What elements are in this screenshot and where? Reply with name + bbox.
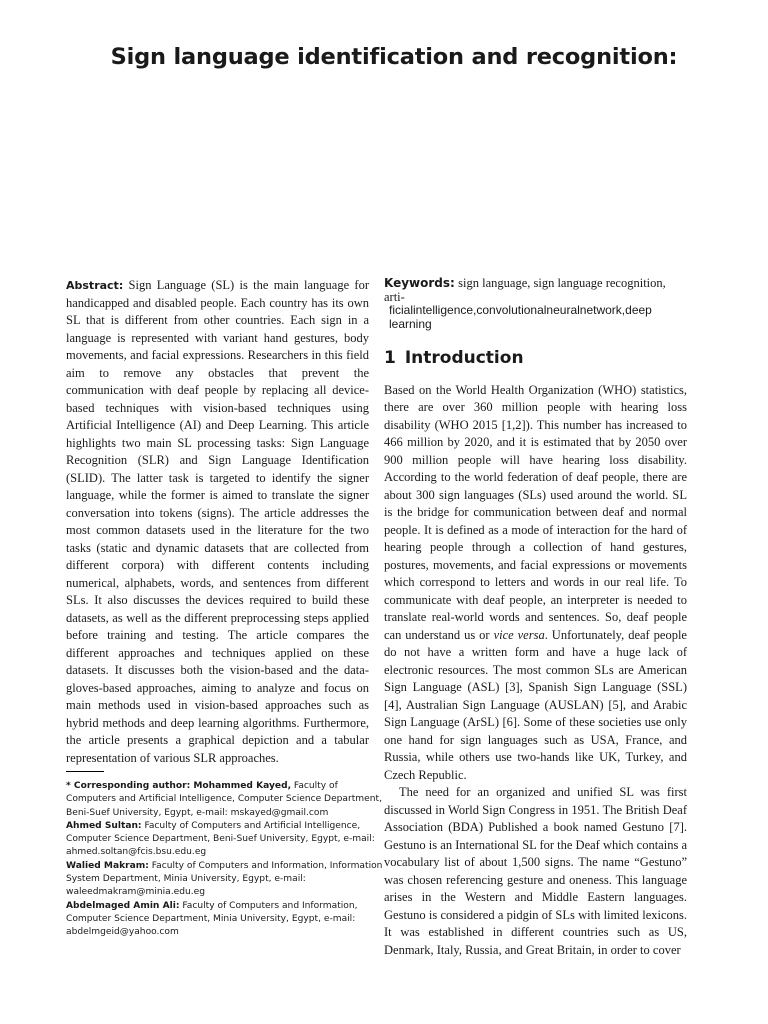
abstract-text: Sign Language (SL) is the main language for handicapped and disabled people. Each country has its own SL that is different from other countries. Each sign in a language is represented with variant hand gestures, body movements, and facial expressions. Researchers in this field aim to remove any obstacles that prevent the communication with deaf people by replacing all device-based techniques with vision-based techniques using Artificial Intelligence (AI) and Deep Learning. This article highlights two main SL processing tasks: Sign Language Recognition (SLR) and Sign Language Identification (SLID). The latter task is targeted to identify the signer language, while the former is aimed to translate the signer conversation into tokens (signs). The article addresses the most common datasets used in the literature for the two tasks (static and dynamic datasets that are collected from different corpora) with different contents including numerical, alphabets, words, and sentences from different SLs. It also discusses the devices required to build these datasets, as well as the different preprocessing steps applied before training and testing. The article compares the different approaches and techniques applied on these datasets. It discusses both the vision-based and the data-gloves-based approaches, aiming to analyze and focus on main methods used in vision-based approaches such as hybrid methods and deep learning algorithms. Furthermore, the article presents a graphical depiction and a tabular representation of various SLR approaches. (66, 278, 369, 765)
section-number: 1 (384, 348, 396, 368)
paper-title: Sign language identification and recognition: (110, 44, 678, 70)
abstract (66, 277, 369, 767)
intro-paragraph-1 (384, 382, 687, 785)
footnote-label: Walied Makram: (66, 860, 149, 871)
footnote-corresponding-author (66, 780, 386, 820)
keywords-label: Keywords: (384, 276, 455, 290)
intro-paragraph-2: The need for an organized and unified SL was first discussed in World Sign Congress in 1951. The British Deaf Association (BDA) Published a book named Gestuno [7]. Gestuno is an International SL for the Deaf which contains a vocabulary list of about 1,500 signs. The name “Gestuno” was chosen referencing gesture and oneness. This language arises in the Western and Middle Eastern languages. Gestuno is considered a pidgin of SLs with limited lexicons. It was established in different countries such as US, Denmark, Italy, Russia, and Great Britain, in order to cover (384, 785, 687, 957)
footnote-text: Faculty of Computers and Information, Information System Department, Minia University, Egypt, e-mail: waleedmakram@minia.edu.eg (66, 860, 383, 898)
footnote-author-3 (66, 860, 386, 900)
keywords-rest: ficialintelligence,convolutionalneuralnetwork,deep learning (389, 303, 652, 331)
section-title: Introduction (404, 348, 524, 368)
intro-p1-part-b: . Unfortunately, deaf people do not have a written form and have a huge lack of electronic resources. The most common SLs are American Sign Language (ASL) [3], Spanish Sign Language (SSL) [4], Australian Sign Language (AUSLAN) [5], and Arabic Sign Language (ArSL) [6]. Some of these societies use only one hand for sign languages such as USA, France, and Russia, while others use two-hands like UK, Turkey, and Czech Republic. (384, 627, 687, 782)
section-heading (384, 350, 687, 368)
footnote-label: Ahmed Sultan: (66, 820, 142, 831)
footnote-text: Faculty of Computers and Artificial Intelligence, Computer Science Department, Beni-Suef University, Egypt, e-mail: mskayed@gmail.com (66, 781, 382, 818)
footnote-text: Faculty of Computers and Information, Computer Science Department, Minia University, Egypt, e-mail: abdelmgeid@yahoo.com (66, 900, 358, 938)
abstract-label: Abstract: (66, 279, 124, 292)
body-column (384, 277, 687, 959)
keywords (384, 277, 687, 331)
abstract-column (66, 277, 369, 767)
intro-p1-italic: vice versa (493, 627, 545, 642)
author-footnotes (66, 780, 386, 940)
footnote-rule (66, 771, 104, 772)
footnote-label: * Corresponding author: Mohammed Kayed, (66, 781, 292, 791)
footnote-author-2 (66, 820, 386, 860)
intro-p1-part-a: Based on the World Health Organization (WHO) statistics, there are over 360 million people with hearing loss disability (WHO 2015 [1,2]). This number has increased to 466 million by 2020, and it is estimated that by 2050 over 900 million people will have hearing loss disability. According to the world federation of deaf people, there are about 300 sign languages (SLs) used around the world. SL is the bridge for communication between deaf and normal people. It is defined as a mode of interaction for the hard of hearing people through a collection of hand gestures, postures, movements, and facial expressions or movements which correspond to letters and words in our real life. To communicate with deaf people, an interpreter is needed to translate real-world words and sentences. So, deaf people can understand us or (384, 382, 687, 642)
keywords-first-line: sign language, sign language recognition, arti- (384, 276, 666, 304)
footnote-label: Abdelmaged Amin Ali: (66, 900, 180, 911)
footnote-author-4 (66, 900, 386, 940)
footnote-text: Faculty of Computers and Artificial Intelligence, Computer Science Department, Beni-Suef University, Egypt, e-mail: ahmed.soltan@fcis.bsu.edu.eg (66, 820, 375, 858)
